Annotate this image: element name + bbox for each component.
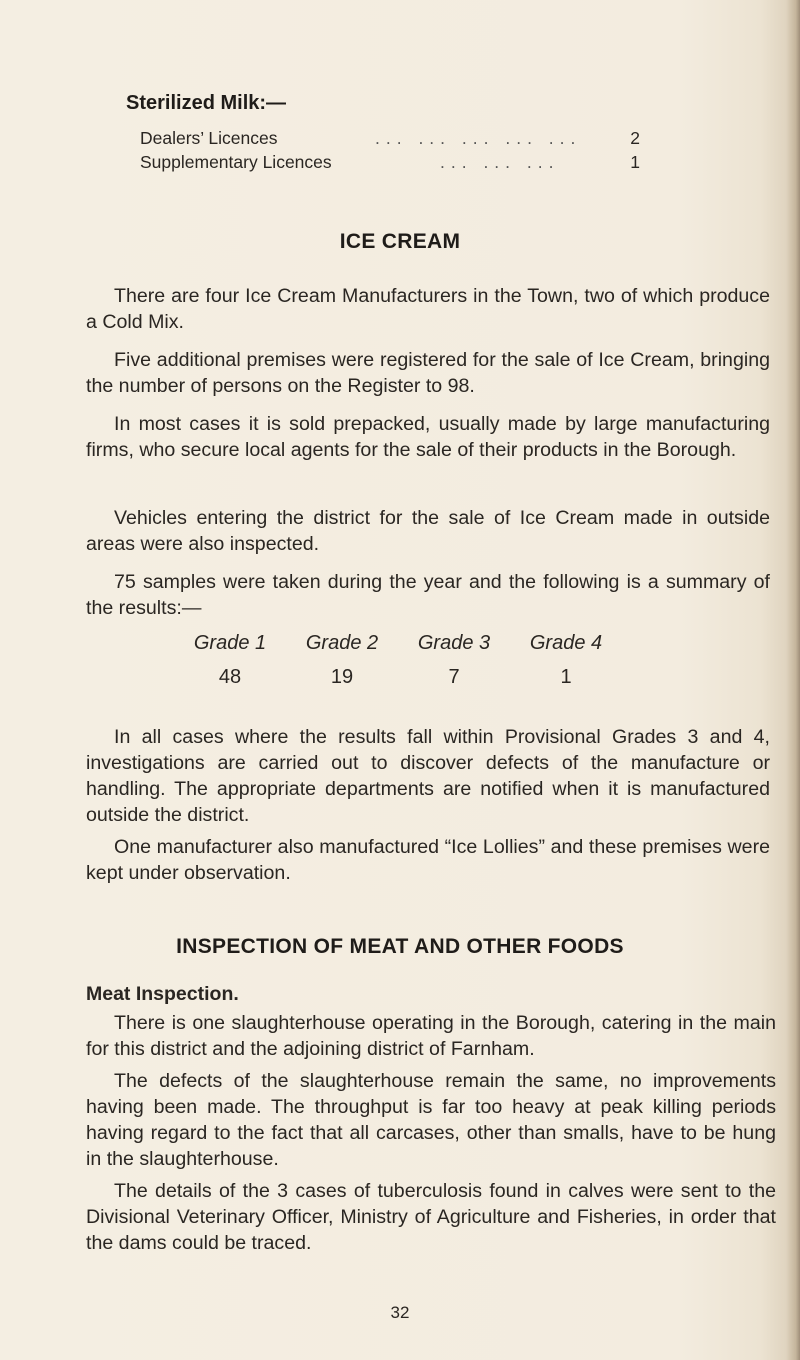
page-edge-shadow: [786, 0, 800, 1360]
sterilized-milk-heading: Sterilized Milk:—: [126, 92, 287, 114]
grade-header: Grade 2: [305, 632, 379, 654]
meat-paragraph-2: The defects of the slaughterhouse remain the same, no improvements having been made. The throughput is far too heavy at peak killing periods having regard to the fact that all carcases, other than smalls, have to be hung in the slaughterhouse.: [86, 1070, 776, 1170]
grade-value: 19: [330, 666, 354, 688]
ice-cream-paragraph-2: Five additional premises were registered for the sale of Ice Cream, bringing the number of persons on the Register to 98.: [86, 349, 770, 397]
ice-cream-paragraph-1: There are four Ice Cream Manufacturers in the Town, two of which produce a Cold Mix.: [86, 285, 770, 333]
ice-cream-paragraph-6: In all cases where the results fall within Provisional Grades 3 and 4, investigations are carried out to discover defects of the manufacture or handling. The appropriate departments are notified when it is manufactured outside the district.: [86, 726, 770, 826]
licence-value: 2: [630, 128, 640, 148]
licence-label: Dealers’ Licences: [140, 128, 278, 148]
leader-dots: ... ... ... ... ...: [375, 128, 582, 148]
licence-row-supplementary: [140, 152, 640, 176]
meat-inspection-subheading: Meat Inspection.: [86, 983, 239, 1005]
licence-value: 1: [630, 152, 640, 172]
page-number: 32: [390, 1303, 410, 1322]
meat-paragraph-1: There is one slaughterhouse operating in the Borough, catering in the main for this district and the adjoining district of Farnham.: [86, 1012, 776, 1060]
meat-paragraph-3: The details of the 3 cases of tuberculosis found in calves were sent to the Divisional Veterinary Officer, Ministry of Agriculture and Fisheries, in order that the dams could be traced.: [86, 1180, 776, 1254]
grade-header: Grade 3: [417, 632, 491, 654]
ice-cream-heading: ICE CREAM: [339, 230, 461, 253]
grade-value: 7: [448, 666, 460, 688]
grade-header: Grade 4: [529, 632, 603, 654]
ice-cream-paragraph-5: 75 samples were taken during the year and the following is a summary of the results:—: [86, 571, 770, 619]
inspection-heading: INSPECTION OF MEAT AND OTHER FOODS: [176, 935, 624, 958]
grade-value: 1: [560, 666, 572, 688]
leader-dots: ... ... ...: [440, 152, 560, 172]
ice-cream-paragraph-4: Vehicles entering the district for the sale of Ice Cream made in outside areas were also inspected.: [86, 507, 770, 555]
ice-cream-paragraph-3: In most cases it is sold prepacked, usually made by large manufacturing firms, who secure local agents for the sale of their products in the Borough.: [86, 413, 770, 461]
grade-header: Grade 1: [193, 632, 267, 654]
grade-header-row: [180, 632, 640, 662]
licence-row-dealers: [140, 128, 640, 152]
ice-cream-paragraph-7: One manufacturer also manufactured “Ice Lollies” and these premises were kept under observation.: [86, 836, 770, 884]
grade-value: 48: [218, 666, 242, 688]
licence-label: Supplementary Licences: [140, 152, 332, 172]
grade-value-row: [180, 666, 640, 696]
